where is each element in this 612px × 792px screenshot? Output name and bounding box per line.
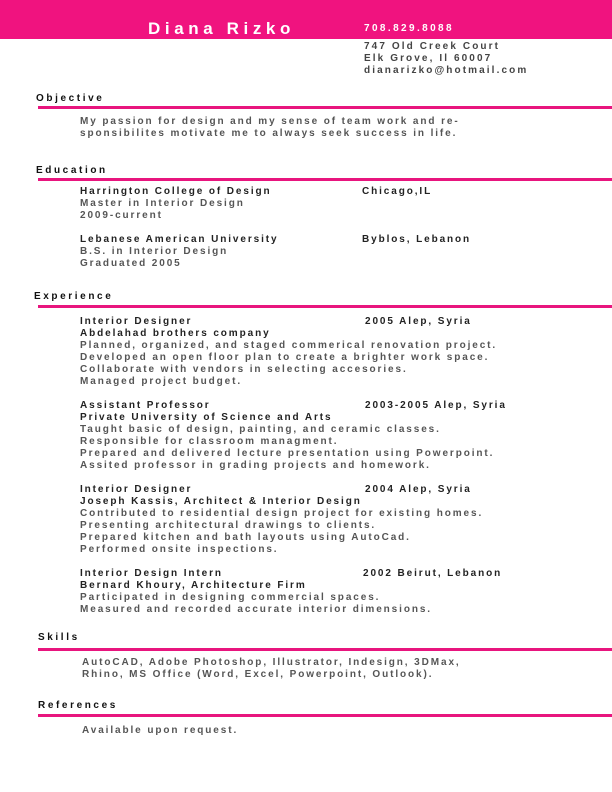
job-duty: Assited professor in grading projects and homework. xyxy=(80,460,431,471)
job-title: Assistant Professor xyxy=(80,400,211,411)
job-duties xyxy=(80,592,432,616)
references-text: Available upon request. xyxy=(82,725,239,736)
skills-line: Rhino, MS Office (Word, Excel, Powerpoint, Outlook). xyxy=(82,669,434,680)
section-rule xyxy=(38,106,612,109)
education-school: Harrington College of Design xyxy=(80,186,272,197)
section-rule xyxy=(38,305,612,308)
job-title: Interior Designer xyxy=(80,484,193,495)
job-duty: Planned, organized, and staged commerical renovation project. xyxy=(80,340,498,351)
job-duties xyxy=(80,424,494,472)
address-street: 747 Old Creek Court xyxy=(364,41,501,52)
education-school: Lebanese American University xyxy=(80,234,279,245)
section-rule xyxy=(38,714,612,717)
job-duty: Measured and recorded accurate interior dimensions. xyxy=(80,604,432,615)
job-company: Abdelahad brothers company xyxy=(80,328,271,339)
job-duty: Collaborate with vendors in selecting accesories. xyxy=(80,364,408,375)
job-duty: Responsible for classroom managment. xyxy=(80,436,339,447)
objective-line: My passion for design and my sense of team work and re- xyxy=(80,116,460,127)
education-dates: 2009-current xyxy=(80,210,163,221)
job-duties xyxy=(80,340,497,388)
job-duty: Presenting architectural drawings to clients. xyxy=(80,520,377,531)
section-title-education: Education xyxy=(36,165,108,176)
section-rule xyxy=(38,178,612,181)
email-address: dianarizko@hotmail.com xyxy=(364,65,529,76)
job-duty: Prepared and delivered lecture presentation using Powerpoint. xyxy=(80,448,495,459)
applicant-name: Diana Rizko xyxy=(148,19,295,38)
education-details xyxy=(80,198,245,222)
education-degree: Master in Interior Design xyxy=(80,198,245,209)
section-rule xyxy=(38,648,612,651)
job-date-location: 2005 Alep, Syria xyxy=(365,316,472,327)
job-date-location: 2002 Beirut, Lebanon xyxy=(363,568,503,579)
job-duty: Developed an open floor plan to create a brighter work space. xyxy=(80,352,490,363)
objective-line: sponsibilites motivate me to always seek success in life. xyxy=(80,128,458,139)
education-dates: Graduated 2005 xyxy=(80,258,182,269)
section-title-references: References xyxy=(38,700,118,711)
skills-text xyxy=(82,657,461,681)
job-duty: Participated in designing commercial spaces. xyxy=(80,592,381,603)
job-duty: Performed onsite inspections. xyxy=(80,544,279,555)
education-degree: B.S. in Interior Design xyxy=(80,246,229,257)
job-title: Interior Designer xyxy=(80,316,193,327)
skills-line: AutoCAD, Adobe Photoshop, Illustrator, Indesign, 3DMax, xyxy=(82,657,461,668)
job-date-location: 2003-2005 Alep, Syria xyxy=(365,400,507,411)
job-company: Joseph Kassis, Architect & Interior Design xyxy=(80,496,362,507)
header-bar xyxy=(0,0,612,39)
address-city: Elk Grove, Il 60007 xyxy=(364,53,493,64)
objective-text xyxy=(80,116,460,140)
job-duty: Prepared kitchen and bath layouts using AutoCad. xyxy=(80,532,411,543)
education-location: Byblos, Lebanon xyxy=(362,234,472,245)
job-duties xyxy=(80,508,483,556)
phone-number: 708.829.8088 xyxy=(364,23,454,34)
job-company: Bernard Khoury, Architecture Firm xyxy=(80,580,307,591)
job-title: Interior Design Intern xyxy=(80,568,223,579)
education-details xyxy=(80,246,228,270)
job-duty: Contributed to residential design project for existing homes. xyxy=(80,508,484,519)
section-title-objective: Objective xyxy=(36,93,105,104)
contact-address xyxy=(364,41,528,77)
job-duty: Taught basic of design, painting, and ceramic classes. xyxy=(80,424,441,435)
job-duty: Managed project budget. xyxy=(80,376,243,387)
job-company: Private University of Science and Arts xyxy=(80,412,333,423)
section-title-skills: Skills xyxy=(38,632,80,643)
education-location: Chicago,IL xyxy=(362,186,433,197)
job-date-location: 2004 Alep, Syria xyxy=(365,484,472,495)
section-title-experience: Experience xyxy=(34,291,114,302)
